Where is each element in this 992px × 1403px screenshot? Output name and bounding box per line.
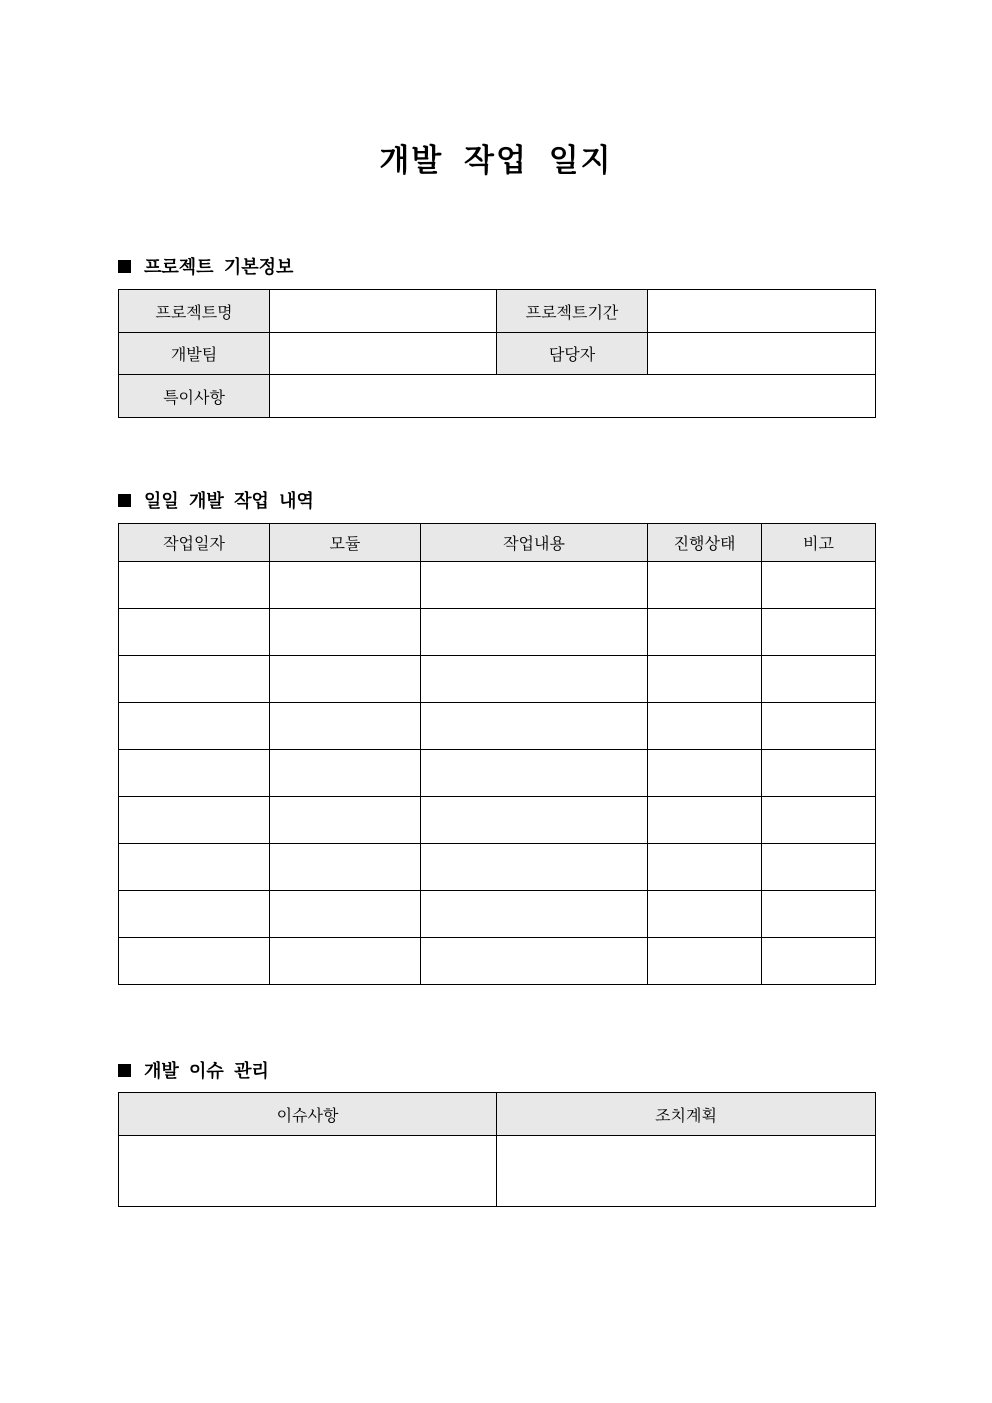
- status-cell[interactable]: [648, 562, 762, 609]
- column-header-date: 작업일자: [119, 524, 270, 562]
- project-name-label: 프로젝트명: [119, 290, 270, 333]
- work-content-cell[interactable]: [421, 562, 648, 609]
- status-cell[interactable]: [648, 703, 762, 750]
- module-cell[interactable]: [270, 797, 421, 844]
- issue-table: [118, 1092, 876, 1207]
- section-heading-label: 일일 개발 작업 내역: [144, 491, 314, 512]
- remarks-cell[interactable]: [762, 656, 876, 703]
- column-header-module: 모듈: [270, 524, 421, 562]
- table-row: [119, 797, 876, 844]
- work-content-cell[interactable]: [421, 750, 648, 797]
- remarks-cell[interactable]: [762, 609, 876, 656]
- date-cell[interactable]: [119, 844, 270, 891]
- column-header-action-plan: 조치계획: [497, 1093, 876, 1136]
- notes-label: 특이사항: [119, 375, 270, 418]
- date-cell[interactable]: [119, 703, 270, 750]
- module-cell[interactable]: [270, 750, 421, 797]
- status-cell[interactable]: [648, 938, 762, 985]
- section-heading-project-info: [118, 253, 293, 279]
- work-content-cell[interactable]: [421, 797, 648, 844]
- dev-team-label: 개발팀: [119, 333, 270, 375]
- notes-field[interactable]: [270, 375, 876, 418]
- square-bullet-icon: [118, 494, 131, 507]
- work-content-cell[interactable]: [421, 656, 648, 703]
- module-cell[interactable]: [270, 891, 421, 938]
- status-cell[interactable]: [648, 656, 762, 703]
- square-bullet-icon: [118, 1064, 131, 1077]
- status-cell[interactable]: [648, 797, 762, 844]
- table-row: [119, 938, 876, 985]
- project-period-field[interactable]: [648, 290, 876, 333]
- table-row: [119, 656, 876, 703]
- remarks-cell[interactable]: [762, 844, 876, 891]
- table-row: [119, 703, 876, 750]
- remarks-cell[interactable]: [762, 797, 876, 844]
- date-cell[interactable]: [119, 656, 270, 703]
- work-content-cell[interactable]: [421, 844, 648, 891]
- module-cell[interactable]: [270, 938, 421, 985]
- table-row: [119, 609, 876, 656]
- module-cell[interactable]: [270, 562, 421, 609]
- date-cell[interactable]: [119, 750, 270, 797]
- date-cell[interactable]: [119, 562, 270, 609]
- date-cell[interactable]: [119, 938, 270, 985]
- status-cell[interactable]: [648, 609, 762, 656]
- work-content-cell[interactable]: [421, 609, 648, 656]
- work-content-cell[interactable]: [421, 703, 648, 750]
- action-plan-cell[interactable]: [497, 1136, 876, 1207]
- work-content-cell[interactable]: [421, 938, 648, 985]
- remarks-cell[interactable]: [762, 562, 876, 609]
- module-cell[interactable]: [270, 844, 421, 891]
- status-cell[interactable]: [648, 844, 762, 891]
- column-header-remarks: 비고: [762, 524, 876, 562]
- remarks-cell[interactable]: [762, 938, 876, 985]
- remarks-cell[interactable]: [762, 703, 876, 750]
- column-header-issue: 이슈사항: [119, 1093, 497, 1136]
- table-row: [119, 750, 876, 797]
- table-row: [119, 1136, 876, 1207]
- date-cell[interactable]: [119, 609, 270, 656]
- manager-label: 담당자: [497, 333, 648, 375]
- date-cell[interactable]: [119, 891, 270, 938]
- module-cell[interactable]: [270, 703, 421, 750]
- work-content-cell[interactable]: [421, 891, 648, 938]
- remarks-cell[interactable]: [762, 750, 876, 797]
- section-heading-daily-work: [118, 487, 314, 513]
- column-header-work-content: 작업내용: [421, 524, 648, 562]
- date-cell[interactable]: [119, 797, 270, 844]
- table-row: [119, 844, 876, 891]
- project-period-label: 프로젝트기간: [497, 290, 648, 333]
- page-title: 개발 작업 일지: [379, 143, 613, 179]
- table-row: [119, 562, 876, 609]
- dev-team-field[interactable]: [270, 333, 497, 375]
- square-bullet-icon: [118, 260, 131, 273]
- project-name-field[interactable]: [270, 290, 497, 333]
- manager-field[interactable]: [648, 333, 876, 375]
- table-row: [119, 891, 876, 938]
- column-header-status: 진행상태: [648, 524, 762, 562]
- module-cell[interactable]: [270, 656, 421, 703]
- section-heading-label: 프로젝트 기본정보: [144, 257, 294, 278]
- section-heading-issue-management: [118, 1057, 269, 1083]
- project-info-table: [118, 289, 876, 418]
- daily-work-table: [118, 523, 876, 985]
- section-heading-label: 개발 이슈 관리: [144, 1061, 269, 1082]
- status-cell[interactable]: [648, 750, 762, 797]
- status-cell[interactable]: [648, 891, 762, 938]
- module-cell[interactable]: [270, 609, 421, 656]
- issue-cell[interactable]: [119, 1136, 497, 1207]
- remarks-cell[interactable]: [762, 891, 876, 938]
